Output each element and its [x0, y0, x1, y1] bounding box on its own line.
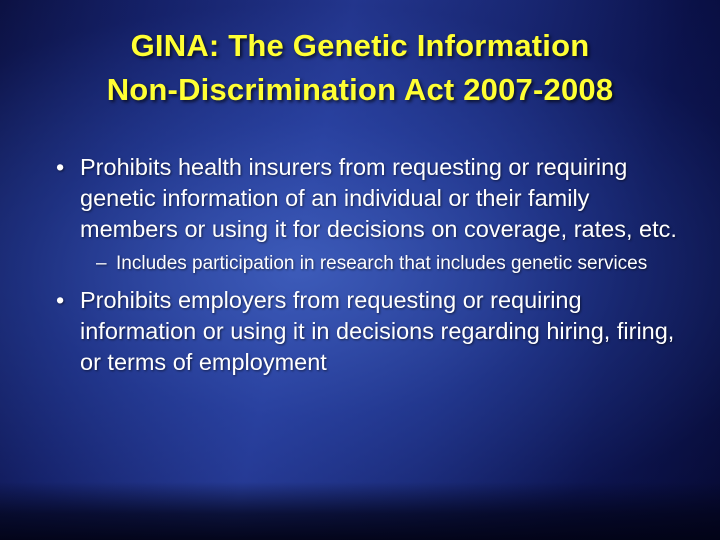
- slide-body: [46, 152, 686, 379]
- slide-title: [0, 24, 720, 112]
- slide-title-line-1: GINA: The Genetic Information: [130, 28, 590, 63]
- dash-marker-icon: –: [96, 253, 107, 275]
- slide-title-line-2: Non-Discrimination Act 2007-2008: [106, 72, 614, 108]
- bullet-marker-icon: •: [56, 154, 65, 180]
- bullet-text: Prohibits health insurers from requesting or requiring genetic information of an individual or their family members or using it for decisions on coverage, rates, etc.: [80, 154, 677, 242]
- bullet-text: Includes participation in research that includes genetic services: [116, 253, 648, 275]
- bullet-item: [46, 285, 686, 377]
- bullet-marker-icon: •: [56, 287, 65, 314]
- bullet-item: [46, 252, 686, 277]
- bullet-item: [46, 152, 686, 244]
- bullet-text: Prohibits employers from requesting or requiring information or using it in decisions regarding hiring, firing, or terms of employment: [80, 287, 675, 375]
